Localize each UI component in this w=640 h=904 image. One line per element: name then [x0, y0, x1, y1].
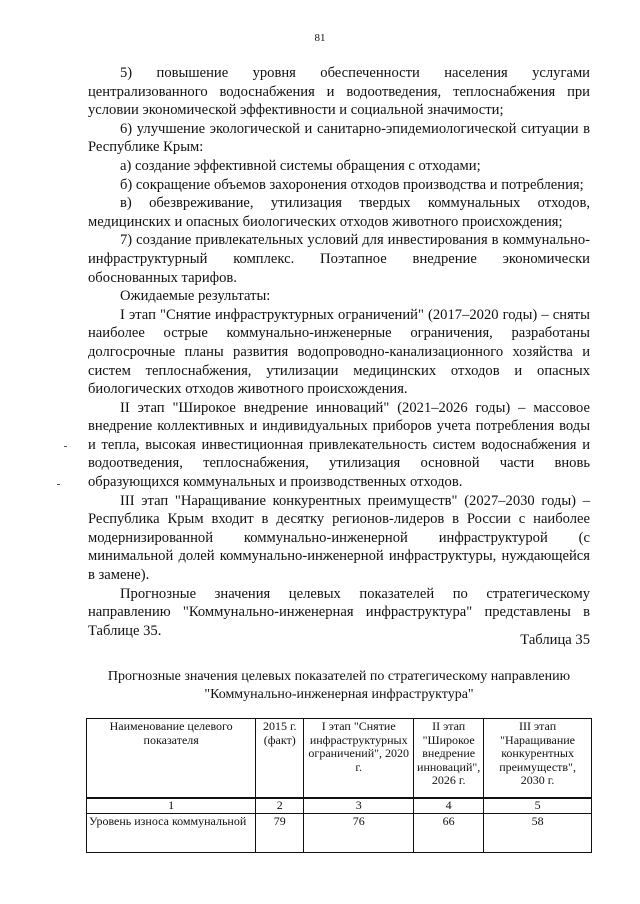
table-row	[87, 813, 592, 852]
paragraph-forecast: Прогнозные значения целевых показателей по стратегическому направлению "Коммунально-инженерная инфраструктура" представлены в Таблице 35.	[88, 585, 590, 639]
targets-table	[86, 718, 592, 853]
column-number: 3	[304, 798, 414, 813]
column-number-row	[87, 798, 592, 813]
column-number: 1	[87, 798, 256, 813]
margin-mark	[64, 446, 67, 447]
value-2020: 76	[304, 813, 414, 852]
indicator-name: Уровень износа коммунальной	[87, 813, 256, 852]
paragraph-stage-1: I этап "Снятие инфраструктурных ограничений" (2017–2020 годы) – сняты наиболее острые коммунально-инженерные ограничения, разработаны долгосрочные планы развития водопроводно-канализационного хозяйства и систем теплоснабжения, утилизации медицинских отходов и опасных биологических отходов животного происхождения.	[88, 306, 590, 398]
paragraph-stage-2: II этап "Широкое внедрение инноваций" (2021–2026 годы) – массовое внедрение коллективных и индивидуальных приборов учета потребления воды и тепла, высокая инвестиционная привлекательность систем водоснабжения и водоотведения, теплоснабжения, утилизация основной части вновь образующихся коммунальных и производственных отходов.	[88, 399, 590, 491]
table-caption: Таблица 35	[520, 632, 590, 648]
header-indicator: Наименование целевого показателя	[87, 719, 256, 799]
paragraph-stage-3: III этап "Наращивание конкурентных преимуществ" (2027–2030 годы) – Республика Крым входит в десятку регионов-лидеров в России с наиболее модернизированной коммунально-инженерной инфраструктурой (с минимальной долей коммунально-инженерной инфраструктуры, нуждающейся в замене).	[88, 492, 590, 584]
header-2015: 2015 г. (факт)	[256, 719, 304, 799]
page-number: 81	[314, 32, 326, 44]
table-header-row	[87, 719, 592, 799]
value-2026: 66	[414, 813, 484, 852]
paragraph-goal-5: 5) повышение уровня обеспеченности населения услугами централизованного водоснабжения и водоотведения, теплоснабжения при условии экономической эффективности и социальной значимости;	[88, 65, 590, 119]
column-number: 5	[484, 798, 592, 813]
value-2015: 79	[256, 813, 304, 852]
column-number: 2	[256, 798, 304, 813]
table-title: Прогнозные значения целевых показателей по стратегическому направлению "Коммунально-инженерная инфраструктура"	[107, 669, 571, 702]
paragraph-goal-6b: б) сокращение объемов захоронения отходов производства и потребления;	[120, 176, 584, 193]
header-stage-3: III этап "Наращивание конкурентных преимуществ", 2030 г.	[484, 719, 592, 799]
paragraph-goal-6: 6) улучшение экологической и санитарно-эпидемиологической ситуации в Республике Крым:	[88, 120, 590, 156]
header-stage-1: I этап "Снятие инфраструктурных ограничений", 2020 г.	[304, 719, 414, 799]
paragraph-expected-results: Ожидаемые результаты:	[120, 288, 271, 305]
paragraph-goal-6c: в) обезвреживание, утилизация твердых коммунальных отходов, медицинских и опасных биологических отходов животного происхождения;	[88, 195, 590, 230]
column-number: 4	[414, 798, 484, 813]
header-stage-2: II этап "Широкое внедрение инноваций", 2026 г.	[414, 719, 484, 799]
paragraph-goal-7: 7) создание привлекательных условий для инвестирования в коммунально-инфраструктурный комплекс. Поэтапное внедрение экономически обоснованных тарифов.	[88, 232, 590, 286]
body-text	[88, 64, 590, 640]
margin-mark	[57, 484, 60, 485]
value-2030: 58	[484, 813, 592, 852]
paragraph-goal-6a: а) создание эффективной системы обращения с отходами;	[120, 157, 481, 174]
